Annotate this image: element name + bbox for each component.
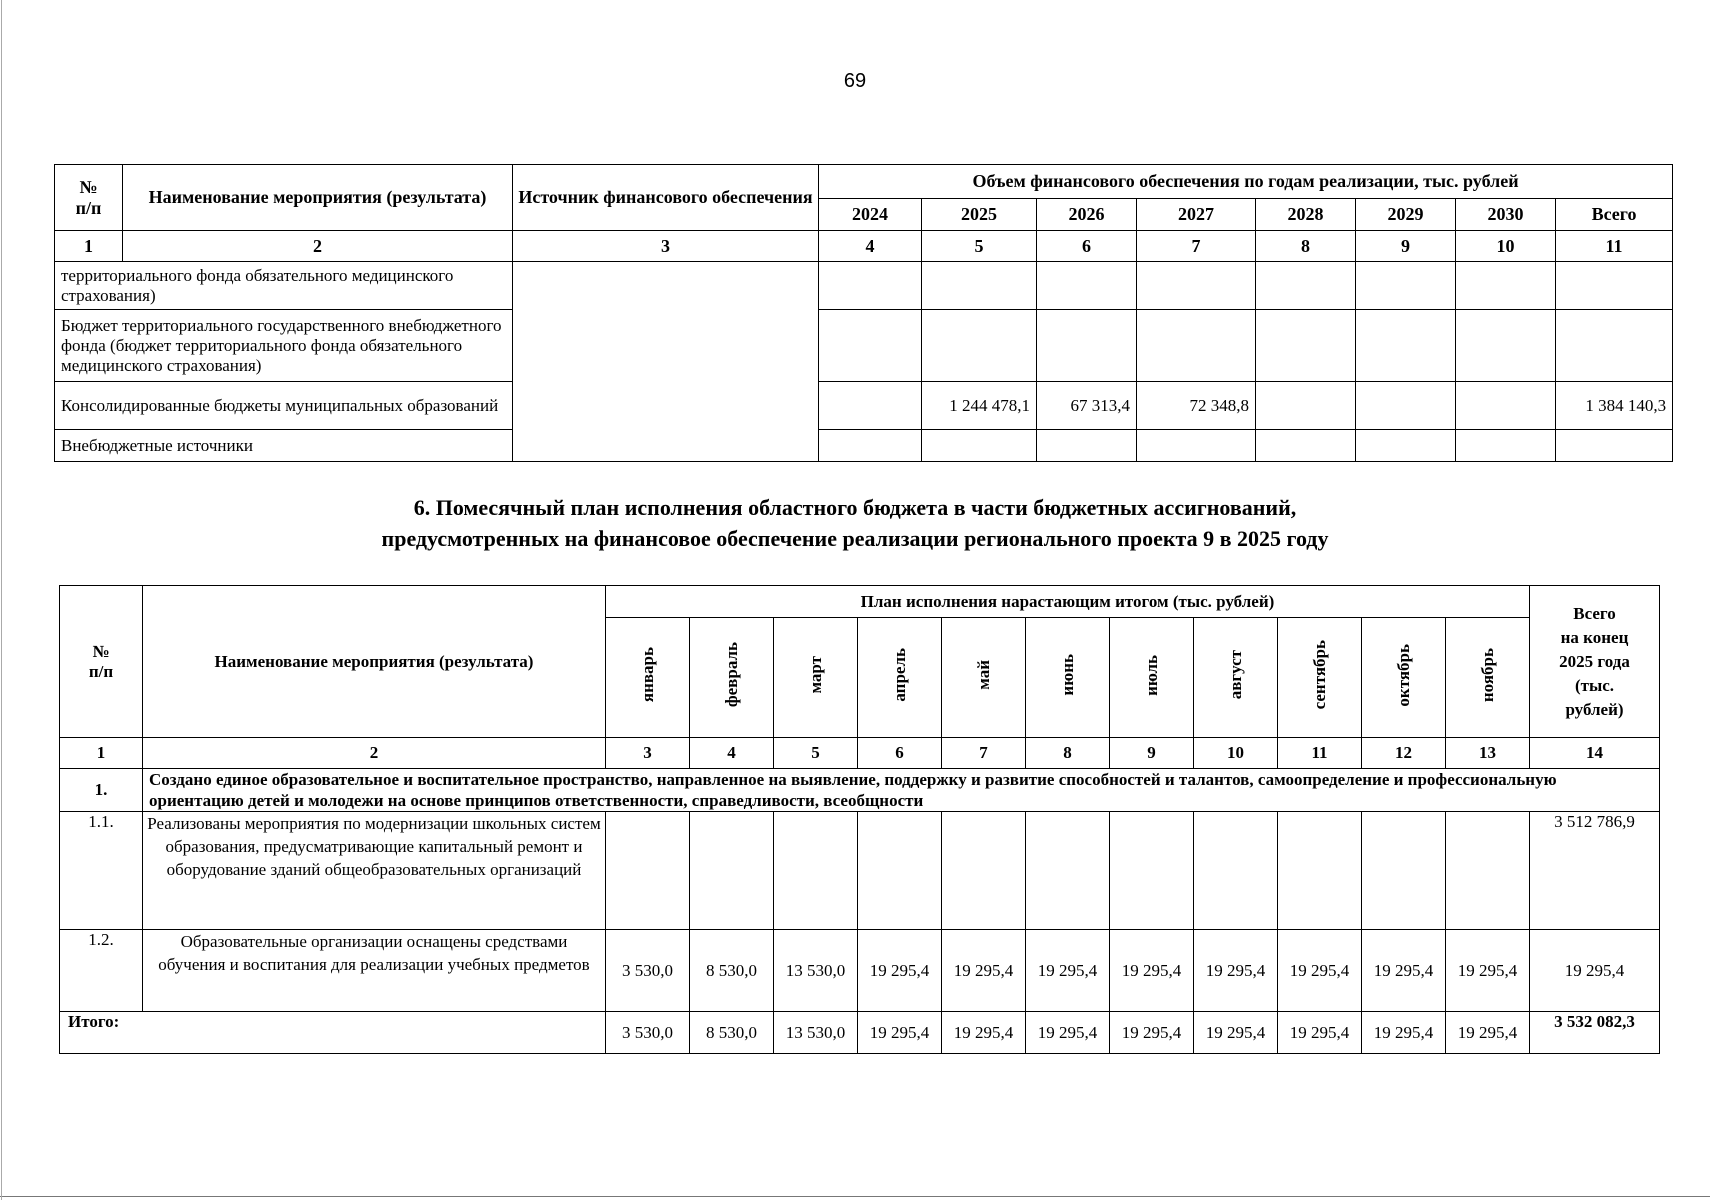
header-month bbox=[1026, 618, 1110, 738]
month-value: 19 295,4 bbox=[858, 930, 942, 1012]
value-cell bbox=[922, 310, 1037, 382]
column-index: 5 bbox=[774, 738, 858, 769]
month-value bbox=[1362, 812, 1446, 930]
header-month bbox=[1110, 618, 1194, 738]
header-plan: План исполнения нарастающим итогом (тыс. рублей) bbox=[606, 586, 1530, 618]
value-cell bbox=[1256, 262, 1356, 310]
value-cell bbox=[1456, 310, 1556, 382]
value-cell bbox=[1137, 262, 1256, 310]
column-index: 10 bbox=[1194, 738, 1278, 769]
totals-month-value: 19 295,4 bbox=[1110, 1012, 1194, 1054]
row-label: Консолидированные бюджеты муниципальных образований bbox=[55, 382, 513, 430]
month-value bbox=[1194, 812, 1278, 930]
header-month bbox=[1362, 618, 1446, 738]
table-row bbox=[55, 430, 1673, 462]
month-value: 19 295,4 bbox=[1278, 930, 1362, 1012]
header-month bbox=[1194, 618, 1278, 738]
column-index: 1 bbox=[55, 231, 123, 262]
value-cell bbox=[1256, 430, 1356, 462]
goal-text: Создано единое образовательное и воспитательное пространство, направленное на выявление, поддержку и развитие способностей и талантов, самоопределение и профессиональную ориентацию детей и молодежи на основе принципов ответственности, справедливости, всеобщности bbox=[143, 769, 1660, 812]
goal-row bbox=[60, 769, 1660, 812]
totals-month-value: 19 295,4 bbox=[858, 1012, 942, 1054]
header-year: 2024 bbox=[819, 199, 922, 231]
month-label: февраль bbox=[721, 642, 741, 708]
source-cell bbox=[513, 262, 819, 462]
table-row bbox=[55, 382, 1673, 430]
header-year: 2026 bbox=[1037, 199, 1137, 231]
totals-row bbox=[60, 1012, 1660, 1054]
month-label: июнь bbox=[1057, 654, 1077, 696]
value-cell bbox=[1356, 382, 1456, 430]
header-month bbox=[1446, 618, 1530, 738]
table-row bbox=[60, 930, 1660, 1012]
month-value: 19 295,4 bbox=[1194, 930, 1278, 1012]
column-index: 3 bbox=[606, 738, 690, 769]
value-cell bbox=[1556, 262, 1673, 310]
totals-month-value: 3 530,0 bbox=[606, 1012, 690, 1054]
goal-num: 1. bbox=[60, 769, 143, 812]
value-cell: 1 244 478,1 bbox=[922, 382, 1037, 430]
month-value bbox=[1446, 812, 1530, 930]
financing-table bbox=[54, 164, 1673, 462]
column-index: 7 bbox=[1137, 231, 1256, 262]
month-value bbox=[606, 812, 690, 930]
month-value: 13 530,0 bbox=[774, 930, 858, 1012]
totals-month-value: 19 295,4 bbox=[1362, 1012, 1446, 1054]
value-cell bbox=[1556, 310, 1673, 382]
month-value: 19 295,4 bbox=[942, 930, 1026, 1012]
month-value: 19 295,4 bbox=[1362, 930, 1446, 1012]
value-cell bbox=[819, 310, 922, 382]
row-num: 1.1. bbox=[60, 812, 143, 930]
value-cell bbox=[1137, 430, 1256, 462]
value-cell: 67 313,4 bbox=[1037, 382, 1137, 430]
table-row bbox=[55, 262, 1673, 310]
month-label: октябрь bbox=[1393, 643, 1413, 707]
header-year: Всего bbox=[1556, 199, 1673, 231]
row-label: Бюджет территориального государственного внебюджетного фонда (бюджет территориального фонда обязательного медицинского страхования) bbox=[55, 310, 513, 382]
header-month bbox=[606, 618, 690, 738]
table-row bbox=[60, 812, 1660, 930]
value-cell: 1 384 140,3 bbox=[1556, 382, 1673, 430]
month-value bbox=[690, 812, 774, 930]
header-total: Всего на конец 2025 года (тыс. рублей) bbox=[1530, 586, 1660, 738]
month-value bbox=[774, 812, 858, 930]
column-index: 5 bbox=[922, 231, 1037, 262]
header-year: 2030 bbox=[1456, 199, 1556, 231]
header-year: 2028 bbox=[1256, 199, 1356, 231]
row-name: Реализованы мероприятия по модернизации школьных систем образования, предусматривающие капитальный ремонт и оборудование зданий общеобразовательных организаций bbox=[143, 812, 606, 930]
totals-month-value: 19 295,4 bbox=[1026, 1012, 1110, 1054]
totals-month-value: 19 295,4 bbox=[942, 1012, 1026, 1054]
month-value bbox=[1110, 812, 1194, 930]
row-num: 1.2. bbox=[60, 930, 143, 1012]
value-cell bbox=[1137, 310, 1256, 382]
header-name: Наименование мероприятия (результата) bbox=[123, 165, 513, 231]
value-cell bbox=[1356, 430, 1456, 462]
monthly-plan-table bbox=[59, 585, 1660, 1054]
value-cell bbox=[1037, 310, 1137, 382]
page-number: 69 bbox=[843, 70, 867, 92]
month-value bbox=[1278, 812, 1362, 930]
column-index: 8 bbox=[1256, 231, 1356, 262]
totals-month-value: 19 295,4 bbox=[1446, 1012, 1530, 1054]
header-num: № п/п bbox=[55, 165, 123, 231]
month-label: май bbox=[973, 660, 993, 690]
value-cell bbox=[819, 382, 922, 430]
header-num: № п/п bbox=[60, 586, 143, 738]
column-index: 9 bbox=[1356, 231, 1456, 262]
value-cell bbox=[1356, 310, 1456, 382]
column-index: 2 bbox=[123, 231, 513, 262]
header-year: 2029 bbox=[1356, 199, 1456, 231]
value-cell bbox=[1037, 262, 1137, 310]
row-total: 19 295,4 bbox=[1530, 930, 1660, 1012]
value-cell bbox=[819, 430, 922, 462]
totals-month-value: 8 530,0 bbox=[690, 1012, 774, 1054]
column-index: 4 bbox=[819, 231, 922, 262]
value-cell bbox=[1456, 430, 1556, 462]
value-cell bbox=[922, 262, 1037, 310]
header-volume: Объем финансового обеспечения по годам реализации, тыс. рублей bbox=[819, 165, 1673, 199]
value-cell: 72 348,8 bbox=[1137, 382, 1256, 430]
table-row bbox=[55, 310, 1673, 382]
column-index: 11 bbox=[1278, 738, 1362, 769]
page-edge bbox=[0, 1196, 1710, 1197]
month-value: 19 295,4 bbox=[1026, 930, 1110, 1012]
row-label: территориального фонда обязательного медицинского страхования) bbox=[55, 262, 513, 310]
month-label: июль bbox=[1141, 654, 1161, 696]
row-label: Внебюджетные источники bbox=[55, 430, 513, 462]
column-index: 13 bbox=[1446, 738, 1530, 769]
value-cell bbox=[1256, 382, 1356, 430]
month-value: 8 530,0 bbox=[690, 930, 774, 1012]
section-title bbox=[0, 492, 1710, 554]
row-name: Образовательные организации оснащены средствами обучения и воспитания для реализации учебных предметов bbox=[143, 930, 606, 1012]
month-value: 3 530,0 bbox=[606, 930, 690, 1012]
column-index: 2 bbox=[143, 738, 606, 769]
column-index: 4 bbox=[690, 738, 774, 769]
page-edge-left bbox=[1, 0, 2, 1200]
header-source: Источник финансового обеспечения bbox=[513, 165, 819, 231]
section-title-line2: предусмотренных на финансовое обеспечение реализации регионального проекта 9 в 2025 году bbox=[381, 526, 1329, 551]
value-cell bbox=[819, 262, 922, 310]
column-index: 8 bbox=[1026, 738, 1110, 769]
value-cell bbox=[1456, 262, 1556, 310]
totals-label: Итого: bbox=[60, 1012, 606, 1054]
month-label: март bbox=[805, 656, 825, 694]
totals-month-value: 19 295,4 bbox=[1278, 1012, 1362, 1054]
header-month bbox=[774, 618, 858, 738]
month-value bbox=[858, 812, 942, 930]
column-index: 11 bbox=[1556, 231, 1673, 262]
column-index: 14 bbox=[1530, 738, 1660, 769]
column-index: 6 bbox=[1037, 231, 1137, 262]
month-label: сентябрь bbox=[1309, 640, 1329, 710]
column-index: 10 bbox=[1456, 231, 1556, 262]
column-index: 1 bbox=[60, 738, 143, 769]
value-cell bbox=[1256, 310, 1356, 382]
header-year: 2027 bbox=[1137, 199, 1256, 231]
column-index: 12 bbox=[1362, 738, 1446, 769]
header-month bbox=[1278, 618, 1362, 738]
totals-grand: 3 532 082,3 bbox=[1530, 1012, 1660, 1054]
month-label: ноябрь bbox=[1477, 647, 1497, 703]
column-index: 7 bbox=[942, 738, 1026, 769]
header-month bbox=[942, 618, 1026, 738]
value-cell bbox=[1356, 262, 1456, 310]
month-value: 19 295,4 bbox=[1446, 930, 1530, 1012]
totals-month-value: 13 530,0 bbox=[774, 1012, 858, 1054]
column-index: 9 bbox=[1110, 738, 1194, 769]
row-total: 3 512 786,9 bbox=[1530, 812, 1660, 930]
month-value bbox=[942, 812, 1026, 930]
value-cell bbox=[1037, 430, 1137, 462]
month-value bbox=[1026, 812, 1110, 930]
month-label: январь bbox=[637, 647, 657, 703]
header-year: 2025 bbox=[922, 199, 1037, 231]
header-month bbox=[690, 618, 774, 738]
month-label: апрель bbox=[889, 648, 909, 702]
header-name: Наименование мероприятия (результата) bbox=[143, 586, 606, 738]
value-cell bbox=[1556, 430, 1673, 462]
column-index: 6 bbox=[858, 738, 942, 769]
column-index: 3 bbox=[513, 231, 819, 262]
value-cell bbox=[922, 430, 1037, 462]
section-title-line1: 6. Помесячный план исполнения областного бюджета в части бюджетных ассигнований, bbox=[413, 495, 1297, 520]
value-cell bbox=[1456, 382, 1556, 430]
header-month bbox=[858, 618, 942, 738]
month-label: август bbox=[1225, 650, 1245, 700]
month-value: 19 295,4 bbox=[1110, 930, 1194, 1012]
totals-month-value: 19 295,4 bbox=[1194, 1012, 1278, 1054]
